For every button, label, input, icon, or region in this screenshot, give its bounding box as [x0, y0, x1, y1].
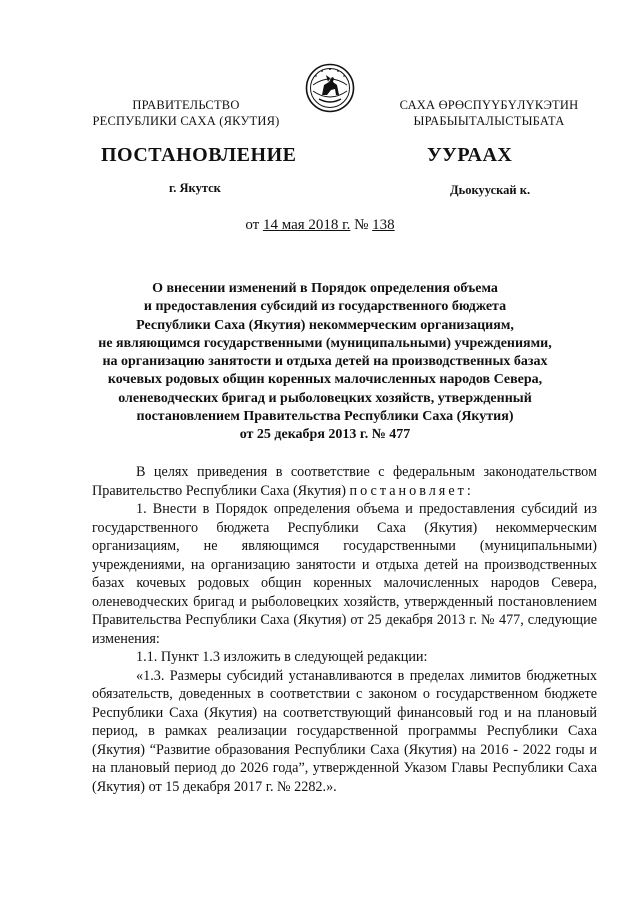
header-right: [384, 97, 594, 129]
decree-date: 14 мая 2018 г.: [262, 217, 351, 233]
city-russian: г. Якутск: [169, 181, 221, 195]
header-left: [86, 97, 286, 129]
title-line: постановлением Правительства Республики Саха (Якутия): [136, 409, 514, 425]
title-line: на организацию занятости и отдыха детей на производственных базах: [102, 354, 548, 370]
document-title: [90, 280, 560, 445]
body-paragraph-preamble: [92, 463, 597, 500]
coat-of-arms-icon: [305, 63, 355, 113]
doc-type-russian: ПОСТАНОВЛЕНИЕ: [101, 144, 297, 166]
header-left-line1: ПРАВИТЕЛЬСТВО: [132, 98, 240, 112]
city-sakha: Дьокуускай к.: [450, 183, 531, 197]
title-line: от 25 декабря 2013 г. № 477: [239, 427, 411, 443]
decree-number: 138: [372, 217, 395, 233]
body-paragraph-item-1: 1. Внести в Порядок определения объема и предоставления субсидий из государственного бюджета Республики Саха (Якутия) некоммерческим организациям, не являющимся государственными (муниципальными) учреждениями, на организацию занятости и отдыха детей на производственных базах кочевых родовых общин коренных малочисленных народов Севера, оленеводческих бригад и рыболовецких хозяйств, утвержденный постановлением Правительства Республики Саха (Якутия) от 25 декабря 2013 г. № 477, следующие изменения:: [92, 501, 597, 647]
date-prefix: от: [245, 217, 263, 233]
title-line: оленеводческих бригад и рыболовецких хозяйств, утвержденный: [118, 390, 532, 406]
header-right-line1: САХА ӨРӨСПҮҮБҮЛҮКЭТИН: [399, 98, 579, 112]
body-paragraph-item-1-1: 1.1. Пункт 1.3 изложить в следующей редакции:: [136, 649, 428, 665]
title-line: и предоставления субсидий из государственного бюджета: [143, 299, 507, 315]
title-line: кочевых родовых общин коренных малочисленных народов Севера,: [107, 372, 543, 388]
resolves-word: постановляет:: [349, 482, 474, 499]
header-left-line2: РЕСПУБЛИКИ САХА (ЯКУТИЯ): [92, 114, 280, 128]
body-paragraph-quote: «1.3. Размеры субсидий устанавливаются в пределах лимитов бюджетных обязательств, доведенных в соответствии с законом о государственном бюджете Республики Саха (Якутия) на соответствующий финансовый год и на плановый период, в рамках реализации государственной программы Республики Саха (Якутия) “Развитие образования Республики Саха (Якутия) на 2016 - 2022 годы и на плановый период до 2026 года”, утвержденной Указом Главы Республики Саха (Якутия) от 15 декабря 2017 г. № 2282.».: [92, 667, 597, 795]
number-prefix: №: [350, 217, 373, 233]
header-right-line2: ЫРАБЫЫТАЛЫСТЫБАТА: [413, 114, 565, 128]
document-body: [92, 463, 597, 796]
title-line: О внесении изменений в Порядок определения объема: [152, 281, 498, 296]
doc-type-sakha: УУРААХ: [427, 144, 513, 166]
title-line: не являющимся государственными (муниципальными) учреждениями,: [98, 335, 552, 351]
title-line: Республики Саха (Якутия) некоммерческим организациям,: [136, 317, 514, 333]
preamble-text: В целях приведения в соответствие с федеральным законодательством Правительство Республики Саха (Якутия): [92, 464, 597, 499]
date-line: [0, 217, 640, 234]
